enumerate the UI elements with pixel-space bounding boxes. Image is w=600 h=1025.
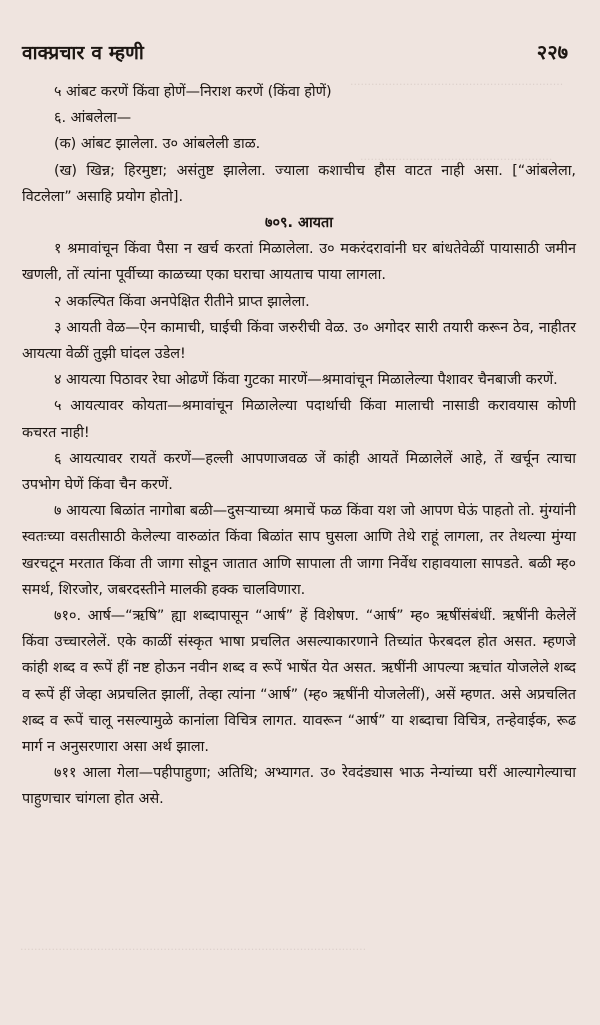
entry-paragraph: (ख) खिन्न; हिरमुष्टा; असंतुष्ट झालेला. ज्याला कशाचीच हौस वाटत नाही असा. [“आंबलेला, विटलेला” असाहि प्रयोग होतो]. xyxy=(22,162,576,205)
entry-paragraph: ३ आयती वेळ—ऐन कामाची, घाईची किंवा जरुरीची वेळ. उ० अगोदर सारी तयारी करून ठेव, नाहीतर आयत्या वेळीं तुझी घांदल उडेल! xyxy=(22,319,576,363)
entry-paragraph: ७१०. आर्ष—“ऋषि” ह्या शब्दापासून “आर्ष” हें विशेषण. “आर्ष” म्ह० ऋषींसंबंधीं. ऋषींनी केलेलें किंवा उच्चारलेलें. एके काळीं संस्कृत भाषा प्रचलित असल्याकारणाने तिच्यांत फेरबदल होत असत. म्हणजे कांही शब्द व रूपें हीं नष्ट होऊन नवीन शब्द व रूपें भाषेंत येत असत. ऋषींनी आपल्या ऋचांत योजलेले शब्द व रूपें हीं जेव्हा अप्रचलित झालीं, तेव्हा त्यांना “आर्ष” (म्ह० ऋषींनी योजलेलीं), असें म्हणत. असे अप्रचलित शब्द व रूपें चालू नसल्यामुळे कानांला विचित्र लागत. यावरून “आर्ष” या शब्दाचा विचित्र, तन्हेवाईक, रूढ मार्ग न अनुसरणारा असा अर्थ झाला. xyxy=(22,608,576,756)
section-heading: ७०९. आयता xyxy=(265,215,333,232)
entry-paragraph: ७११ आला गेला—पहीपाहुणा; अतिथि; अभ्यागत. उ० रेवदंड्यास भाऊ नेन्यांच्या घरीं आल्यागेल्याचा पाहुणचार चांगला होत असे. xyxy=(22,765,576,808)
entry-paragraph: २ अकल्पित किंवा अनपेक्षित रीतीने प्राप्त झालेला. xyxy=(54,293,310,310)
entry-paragraph: ४ आयत्या पिठावर रेघा ओढणें किंवा गुटका मारणें—श्रमावांचून मिळालेल्या पैशावर चैनबाजी करणें. xyxy=(54,372,558,389)
entry-paragraph: ६. आंबलेला— xyxy=(54,110,132,127)
page-body xyxy=(22,79,576,813)
entry-paragraph: (क) आंबट झालेला. उ० आंबलेली डाळ. xyxy=(54,136,261,153)
entry-paragraph: ६ आयत्यावर रायतें करणें—हल्ली आपणाजवळ जें कांही आयतें मिळालेलें आहे, तें खर्चून त्याचा उपभोग घेणें किंवा चैन करणें. xyxy=(22,450,576,494)
entry-paragraph: ५ आयत्यावर कोयता—श्रमावांचून मिळालेल्या पदार्थाची किंवा मालाची नासाडी करावयास कोणी कचरत नाही! xyxy=(22,398,576,441)
running-head: वाक्प्रचार व म्हणी xyxy=(22,42,144,64)
entry-paragraph: ५ आंबट करणें किंवा होणें—निराश करणें (किंवा होणें) xyxy=(54,84,332,100)
book-page: ............................................................. ....................................................... ................................................................................................... वाक्प्रचार व म्हणी २२७ ५ आंबट करणें किंवा होणें—निराश करणें (किंवा होणें) ६. आंबलेला— (क) आंबट झालेला. उ० आंबलेली डाळ. (ख) खिन्न; हिरमुष्टा; असंतुष्ट झालेला. ज्याला कशाचीच हौस वाटत नाही असा. [“आंबलेला, विटलेला” असाहि प्रयोग होतो]. ७०९. आयता १ श्रमावांचून किंवा पैसा न खर्च करतां मिळालेला. उ० मकरंदरावांनी घर बांधतेवेळीं पायासाठी जमीन खणली, तों त्यांना पूर्वीच्या काळच्या एका घराचा आयताच पाया लागला. २ अकल्पित किंवा अनपेक्षित रीतीने प्राप्त झालेला. ३ आयती वेळ—ऐन कामाची, घाईची किंवा जरुरीची वेळ. उ० अगोदर सारी तयारी करून ठेव, नाहीतर आयत्या वेळीं तुझी घांदल उडेल! ४ आयत्या पिठावर रेघा ओढणें किंवा गुटका मारणें—श्रमावांचून मिळालेल्या पैशावर चैनबाजी करणें. ५ आयत्यावर कोयता—श्रमावांचून मिळालेल्या पदार्थाची किंवा मालाची नासाडी करावयास कोणी कचरत नाही! ६ आयत्यावर रायतें करणें—हल्ली आपणाजवळ जें कांही आयतें मिळालेलें आहे, तें खर्चून त्याचा उपभोग घेणें किंवा चैन करणें. ७ आयत्या बिळांत नागोबा बळी—दुसऱ्याच्या श्रमाचें फळ किंवा यश जो आपण घेऊं पाहतो तो. मुंग्यांनी स्वतःच्या वसतीसाठी केलेल्या वारुळांत किंवा बिळांत साप घुसला आणि तेथे राहूं लागला, तर तेथल्या मुंग्या खरचटून मरतात किंवा ती जागा सोडून जातात आणि सापाला ती जागा निर्वेध राहावयाला सापडते. बळी म्ह० समर्थ, शिरजोर, जबरदस्तीने मालकी हक्क चालविणारा. ७१०. आर्ष—“ऋषि” ह्या शब्दापासून “आर्ष” हें विशेषण. “आर्ष” म्ह० ऋषींसंबंधीं. ऋषींनी केलेलें किंवा उच्चारलेलें. एके काळीं संस्कृत भाषा प्रचलित असल्याकारणाने तिच्यांत फेरबदल होत असत. म्हणजे कांही शब्द व रूपें हीं नष्ट होऊन नवीन शब्द व रूपें भाषेंत येत असत. ऋषींनी आपल्या ऋचांत योजलेले शब्द व रूपें हीं जेव्हा अप्रचलित झालीं, तेव्हा त्यांना “आर्ष” (म्ह० ऋषींनी योजलेलीं), असें म्हणत. असे अप्रचलित शब्द व रूपें चालू नसल्यामुळे कानांला विचित्र लागत. यावरून “आर्ष” या शब्दाचा विचित्र, तन्हेवाईक, रूढ मार्ग न अनुसरणारा असा अर्थ झाला. ७११ आला गेला—पहीपाहुणा; अतिथि; अभ्यागत. उ० रेवदंड्यास भाऊ नेन्यांच्या घरीं आल्यागेल्याचा पाहुणचार चांगला होत असे. xyxy=(20,40,576,953)
page-header xyxy=(22,38,576,65)
entry-paragraph: १ श्रमावांचून किंवा पैसा न खर्च करतां मिळालेला. उ० मकरंदरावांनी घर बांधतेवेळीं पायासाठी जमीन खणली, तों त्यांना पूर्वीच्या काळच्या एका घराचा आयताच पाया लागला. xyxy=(22,241,576,284)
entry-paragraph: ७ आयत्या बिळांत नागोबा बळी—दुसऱ्याच्या श्रमाचें फळ किंवा यश जो आपण घेऊं पाहतो तो. मुंग्यांनी स्वतःच्या वसतीसाठी केलेल्या वारुळांत किंवा बिळांत साप घुसला आणि तेथे राहूं लागला, तर तेथल्या मुंग्या खरचटून मरतात किंवा ती जागा सोडून जातात आणि सापाला ती जागा निर्वेध राहावयाला सापडते. बळी म्ह० समर्थ, शिरजोर, जबरदस्तीने मालकी हक्क चालविणारा. xyxy=(22,503,576,598)
page-number: २२७ xyxy=(536,40,568,64)
